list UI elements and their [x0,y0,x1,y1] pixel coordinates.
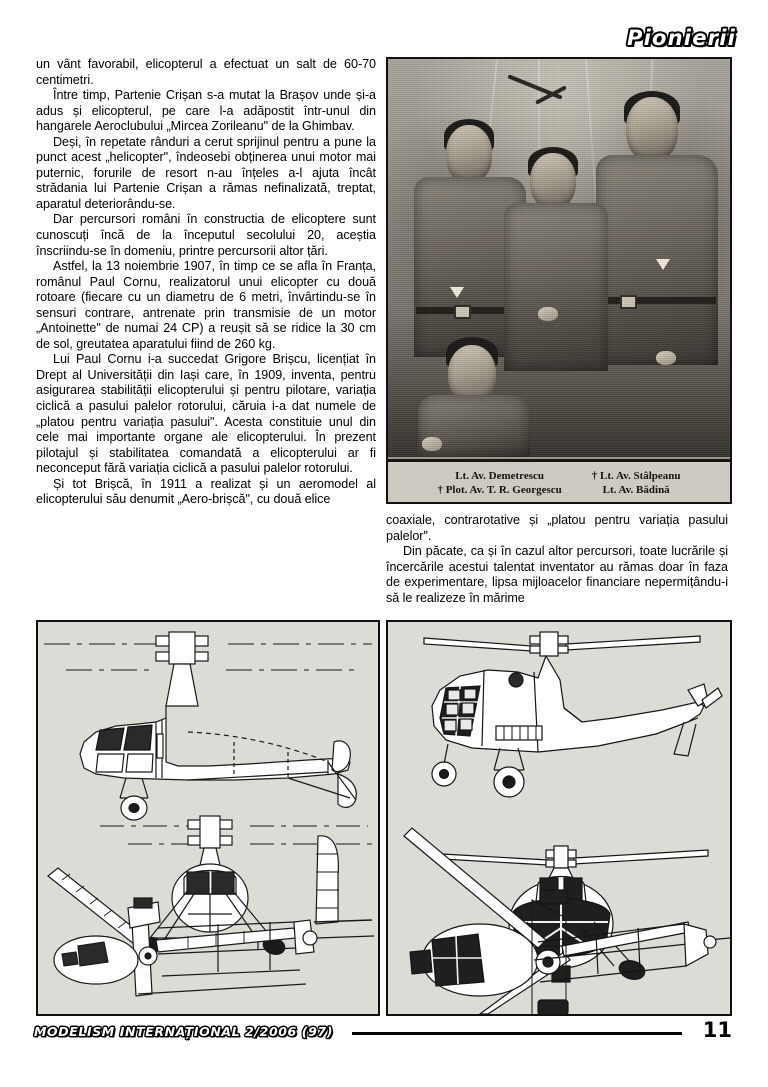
caption-line: Lt. Av. Bădină [602,484,670,496]
photo-caption [388,459,730,502]
page-title: Pionierii [627,26,736,50]
paragraph: un vânt favorabil, elicopterul a efectuat un salt de 60-70 centimetri. [36,57,376,87]
paragraph: Astfel, la 13 noiembrie 1907, în timp ce se afla în Franța, românul Paul Cornu, realizatorul unui elicopter cu două rotoare (fiecare cu un diametru de 6 metri, învârtindu-se în sensuri contrare, antrenate prin transmisie de un motor „Antoinette" de numai 24 CP) a reușit să se ridice la 30 cm de sol, greutatea aparatului fiind de 260 kg. [36,259,376,351]
caption-right-names [592,469,681,502]
left-text-column [36,57,376,508]
paragraph: Lui Paul Cornu i-a succedat Grigore Brișcu, licențiat în Drept al Universității din Iași care, în 1909, inventa, pentru asigurarea stabilității elicopterului și pentru pilotare, variația ciclică a pasului palelor rotorului, căruia i-a dat numele de „platou pentru variația pasului". Acesta constituie unul din cele mai importante organe ale elicopterului. În prezent pilotajul și stabilitatea comandată a elicopterului ar fi neconceput fără variația ciclică a pasului palelor rotorului. [36,352,376,476]
helicopter-three-view-svg-right [388,622,730,1014]
helicopter-three-view-svg-left [38,622,378,1014]
paragraph: coaxiale, contrarotative și „platou pentru variația pasului palelor". [386,513,728,543]
photo-image [388,59,730,457]
helicopter-drawing-panel-left [36,620,380,1016]
paragraph: Dar percursori români în constructia de elicoptere sunt cunoscuți încă de la începutul secolului 20, aceștia înscriindu-se în domeniu, printre percursorii altor țări. [36,212,376,258]
right-text-column [386,513,728,606]
caption-left-names [437,469,561,502]
caption-line: † Plot. Av. T. R. Georgescu [437,484,562,496]
paragraph: Deși, în repetate rânduri a cerut sprijinul pentru a pune la punct acest „helicopter", îndeosebi obținerea unui motor mai puternic, forurile de resort n-au înțeles a-l ajuta încât strădania lui Partenie Crișan a rămas nefinalizată, treptat, aparatul deteriorându-se. [36,134,376,211]
photo-grain-overlay [388,59,730,457]
historic-photo [386,57,732,504]
helicopter-drawing-panel-right [386,620,732,1016]
caption-line: Lt. Av. Demetrescu [455,470,545,482]
page-header [627,26,736,52]
footer-divider [352,1032,682,1035]
footer-publication: MODELISM INTERNAȚIONAL 2/2006 (97) [34,1024,334,1039]
paragraph: Între timp, Partenie Crișan s-a mutat la Brașov unde și-a adus și elicopterul, pe care l-a adăpostit într-unul din hangarele Aeroclubului „Mircea Zorileanu" de la Ghimbav. [36,88,376,134]
page-number: 11 [702,1018,732,1042]
paragraph: Și tot Brișcă, în 1911 a realizat și un aeromodel al elicopterului său denumit „Aero-brișcă", cu două elice [36,476,376,507]
paragraph: Din păcate, ca și în cazul altor percursori, toate lucrările și încercările acestui talentat inventator au rămas doar în faza de experimentare, lipsa mijloacelor financiare nepermițându-i să le realizeze în mărime [386,544,728,605]
caption-line: † Lt. Av. Stâlpeanu [591,470,681,482]
